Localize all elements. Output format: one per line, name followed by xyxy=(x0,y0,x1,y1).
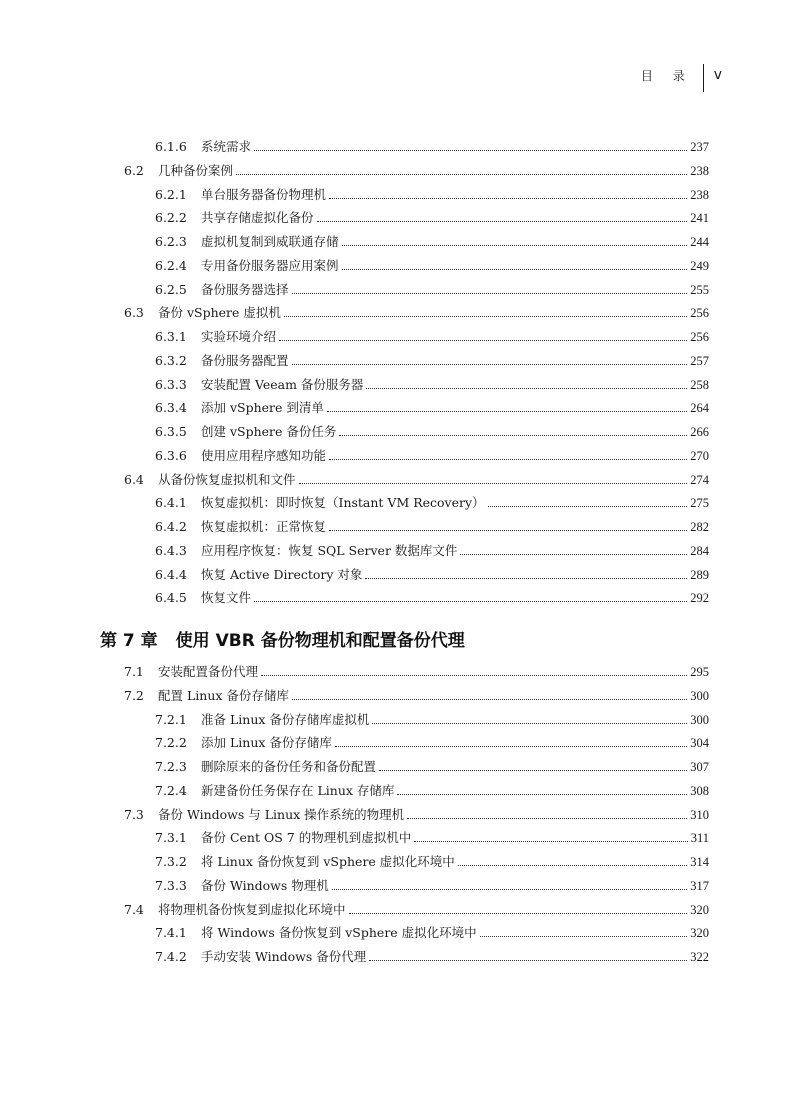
toc-entry-page: 289 xyxy=(690,567,709,582)
toc-entry-page: 320 xyxy=(690,926,709,941)
toc-entry-title: 使用应用程序感知功能 xyxy=(201,447,327,463)
toc-entry[interactable] xyxy=(155,137,709,157)
toc-entry-title: 安装配置 Veeam 备份服务器 xyxy=(201,376,364,392)
toc-entry-page: 308 xyxy=(690,783,709,798)
toc-entry-number: 6.3.1 xyxy=(155,329,187,344)
toc-entry-title: 手动安装 Windows 备份代理 xyxy=(201,949,367,964)
toc-entry-number: 7.4.2 xyxy=(155,949,187,964)
toc-entry-number: 7.1 xyxy=(124,664,144,679)
toc-entry-page: 322 xyxy=(690,950,709,964)
chapter-label: 第 7 章 xyxy=(100,630,158,651)
toc-entry-page: 295 xyxy=(690,665,709,679)
dot-leader xyxy=(407,817,687,819)
toc-entry-title: 将 Windows 备份恢复到 vSphere 虚拟化环境中 xyxy=(201,925,477,941)
toc-entry[interactable] xyxy=(155,733,709,753)
dot-leader xyxy=(279,339,687,341)
toc-entry-title: 安装配置备份代理 xyxy=(158,664,259,679)
dot-leader xyxy=(329,197,687,199)
toc-entry-title: 虚拟机复制到威联通存储 xyxy=(201,234,339,249)
dot-leader xyxy=(284,315,687,317)
toc-entry-title: 备份 Windows 与 Linux 操作系统的物理机 xyxy=(158,806,405,822)
toc-entry[interactable] xyxy=(155,565,709,585)
toc-entry-title: 备份服务器选择 xyxy=(201,281,289,297)
dot-leader xyxy=(335,745,687,747)
dot-leader xyxy=(369,959,687,961)
toc-entry-page: 292 xyxy=(690,591,709,606)
toc-entry-page: 317 xyxy=(690,878,709,893)
toc-entry[interactable] xyxy=(155,422,709,442)
toc-entry[interactable] xyxy=(155,351,709,371)
toc-entry-title: 创建 vSphere 备份任务 xyxy=(201,424,337,439)
toc-entry-page: 270 xyxy=(690,448,709,463)
toc-entry-title: 准备 Linux 备份存储库虚拟机 xyxy=(201,711,370,727)
dot-leader xyxy=(460,553,687,555)
toc-entry-number: 6.2.5 xyxy=(155,281,187,297)
toc-entry[interactable] xyxy=(124,161,709,181)
toc-entry-page: 256 xyxy=(690,330,709,344)
page-header xyxy=(641,58,722,92)
dot-leader xyxy=(397,793,687,795)
dot-leader xyxy=(236,173,687,175)
toc-entry-number: 6.4 xyxy=(124,471,144,487)
toc-entry-number: 7.4.1 xyxy=(155,925,187,941)
toc-entry-number: 7.2.3 xyxy=(155,759,187,774)
toc-entry[interactable] xyxy=(124,805,709,825)
toc-entry-title: 删除原来的备份任务和备份配置 xyxy=(201,759,377,774)
toc-entry-page: 274 xyxy=(690,472,709,487)
toc-entry[interactable] xyxy=(155,280,709,300)
chapter-heading xyxy=(100,624,465,652)
dot-leader xyxy=(372,722,687,724)
toc-entry[interactable] xyxy=(124,303,709,323)
toc-entry[interactable] xyxy=(155,493,709,513)
toc-entry[interactable] xyxy=(155,375,709,395)
toc-entry-title: 实验环境介绍 xyxy=(201,329,277,344)
toc-entry-number: 7.2.1 xyxy=(155,711,187,727)
toc-entry-number: 6.3.6 xyxy=(155,447,187,463)
toc-entry-page: 320 xyxy=(690,902,709,917)
dot-leader xyxy=(342,268,688,270)
toc-entry-number: 6.4.2 xyxy=(155,519,187,534)
dot-leader xyxy=(254,149,687,151)
toc-entry-title: 配置 Linux 备份存储库 xyxy=(158,687,289,703)
toc-entry-page: 275 xyxy=(690,496,709,511)
toc-entry-number: 7.4 xyxy=(124,901,144,917)
dot-leader xyxy=(480,935,688,937)
toc-entry-number: 6.2 xyxy=(124,162,144,178)
toc-entry-page: 264 xyxy=(690,401,709,416)
toc-entry-number: 7.3.3 xyxy=(155,877,187,893)
header-title: 目 录 xyxy=(640,68,693,83)
toc-entry-number: 6.2.2 xyxy=(155,210,187,226)
toc-entry[interactable] xyxy=(155,446,709,466)
toc-entry-page: 255 xyxy=(690,282,709,297)
toc-entry[interactable] xyxy=(124,662,709,682)
toc-entry-page: 284 xyxy=(690,543,709,558)
toc-entry-number: 6.4.3 xyxy=(155,542,187,558)
toc-entry[interactable] xyxy=(155,541,709,561)
toc-entry-number: 7.2.2 xyxy=(155,735,187,751)
toc-entry[interactable] xyxy=(155,781,709,801)
toc-entry[interactable] xyxy=(124,900,709,920)
toc-entry-title: 恢复虚拟机：即时恢复（Instant VM Recovery） xyxy=(201,495,485,511)
toc-entry[interactable] xyxy=(155,710,709,730)
toc-entry[interactable] xyxy=(155,852,709,872)
toc-entry-number: 7.3.1 xyxy=(155,830,187,846)
toc-entry-title: 将物理机备份恢复到虚拟化环境中 xyxy=(158,901,346,917)
toc-entry[interactable] xyxy=(155,208,709,228)
toc-entry-number: 6.4.1 xyxy=(155,495,187,511)
dot-leader xyxy=(339,434,687,436)
toc-entry-title: 备份服务器配置 xyxy=(201,352,289,368)
toc-entry[interactable] xyxy=(155,947,709,967)
toc-entry-page: 300 xyxy=(690,688,709,703)
toc-entry-title: 专用备份服务器应用案例 xyxy=(201,257,339,273)
toc-entry[interactable] xyxy=(155,327,709,347)
dot-leader xyxy=(292,698,687,700)
toc-entry-title: 备份 Windows 物理机 xyxy=(201,877,329,893)
toc-entry[interactable] xyxy=(155,588,709,608)
toc-entry-title: 添加 vSphere 到清单 xyxy=(201,400,324,416)
dot-leader xyxy=(366,387,687,389)
toc-entry[interactable] xyxy=(124,686,709,706)
dot-leader xyxy=(414,840,688,842)
toc-entry-page: 314 xyxy=(690,855,709,869)
toc-entry-title: 添加 Linux 备份存储库 xyxy=(201,735,332,751)
toc-entry-number: 6.2.4 xyxy=(155,257,187,273)
toc-entry-page: 304 xyxy=(690,736,709,751)
toc-entry-number: 7.2 xyxy=(124,687,144,703)
toc-entry-title: 从备份恢复虚拟机和文件 xyxy=(158,471,296,487)
dot-leader xyxy=(292,292,688,294)
toc-entry-title: 将 Linux 备份恢复到 vSphere 虚拟化环境中 xyxy=(201,854,455,869)
toc-entry-page: 258 xyxy=(690,377,709,392)
toc-entry-number: 7.2.4 xyxy=(155,782,187,798)
dot-leader xyxy=(458,864,687,866)
toc-entry-page: 237 xyxy=(690,140,709,154)
toc-entry-title: 恢复 Active Directory 对象 xyxy=(201,566,363,582)
dot-leader xyxy=(349,912,688,914)
dot-leader xyxy=(329,529,687,531)
dot-leader xyxy=(342,244,688,246)
toc-entry-title: 几种备份案例 xyxy=(158,162,234,178)
toc-entry-page: 311 xyxy=(690,831,709,846)
toc-entry[interactable] xyxy=(155,828,709,848)
toc-entry-title: 新建备份任务保存在 Linux 存储库 xyxy=(201,782,395,798)
toc-entry-page: 241 xyxy=(690,211,709,226)
toc-entry-page: 238 xyxy=(690,187,709,202)
dot-leader xyxy=(365,577,687,579)
dot-leader xyxy=(379,769,687,771)
dot-leader xyxy=(292,363,688,365)
toc-entry-number: 6.2.1 xyxy=(155,186,187,202)
toc-entry[interactable] xyxy=(124,470,709,490)
toc-entry[interactable] xyxy=(155,256,709,276)
toc-entry-number: 6.3.4 xyxy=(155,400,187,416)
toc-entry-number: 6.3 xyxy=(124,305,144,321)
toc-entry-number: 7.3 xyxy=(124,806,144,822)
toc-entry[interactable] xyxy=(155,876,709,896)
dot-leader xyxy=(299,482,688,484)
toc-entry-number: 6.1.6 xyxy=(155,139,187,154)
dot-leader xyxy=(254,600,687,602)
dot-leader xyxy=(317,220,688,222)
toc-entry-page: 282 xyxy=(690,520,709,534)
toc-entry[interactable] xyxy=(155,923,709,943)
toc-entry-page: 244 xyxy=(690,235,709,249)
toc-entry-title: 共享存储虚拟化备份 xyxy=(201,210,314,226)
dot-leader xyxy=(329,458,687,460)
toc-entry-number: 6.3.5 xyxy=(155,424,187,439)
toc-entry-page: 307 xyxy=(690,760,709,774)
toc-entry-title: 备份 Cent OS 7 的物理机到虚拟机中 xyxy=(201,830,412,846)
toc-entry-page: 256 xyxy=(690,306,709,321)
dot-leader xyxy=(332,888,687,890)
header-page-number: v xyxy=(713,67,722,83)
toc-entry[interactable] xyxy=(155,517,709,537)
toc-entry-number: 6.4.4 xyxy=(155,566,187,582)
toc-entry-title: 应用程序恢复：恢复 SQL Server 数据库文件 xyxy=(201,542,458,558)
toc-entry-number: 7.3.2 xyxy=(155,854,187,869)
toc-entry-number: 6.3.3 xyxy=(155,376,187,392)
toc-entry-number: 6.3.2 xyxy=(155,352,187,368)
toc-entry-page: 238 xyxy=(690,163,709,178)
toc-entry-title: 系统需求 xyxy=(201,139,252,154)
toc-entry-page: 310 xyxy=(690,807,709,822)
dot-leader xyxy=(488,505,688,507)
toc-entry[interactable] xyxy=(155,398,709,418)
toc-entry-number: 6.4.5 xyxy=(155,590,187,606)
toc-entry-title: 恢复虚拟机：正常恢复 xyxy=(201,519,327,534)
toc-entry-page: 266 xyxy=(690,425,709,439)
toc-entry-page: 300 xyxy=(690,712,709,727)
toc-entry-page: 249 xyxy=(690,258,709,273)
chapter-title: 使用 VBR 备份物理机和配置备份代理 xyxy=(175,630,465,651)
toc-entry-title: 备份 vSphere 虚拟机 xyxy=(158,305,281,321)
dot-leader xyxy=(261,674,687,676)
toc-entry-title: 恢复文件 xyxy=(201,590,252,606)
toc-entry[interactable] xyxy=(155,185,709,205)
toc-entry-number: 6.2.3 xyxy=(155,234,187,249)
toc-entry-page: 257 xyxy=(690,353,709,368)
toc-entry-title: 单台服务器备份物理机 xyxy=(201,186,327,202)
toc-entry[interactable] xyxy=(155,232,709,252)
header-divider xyxy=(703,64,704,92)
dot-leader xyxy=(327,410,687,412)
toc-entry[interactable] xyxy=(155,757,709,777)
